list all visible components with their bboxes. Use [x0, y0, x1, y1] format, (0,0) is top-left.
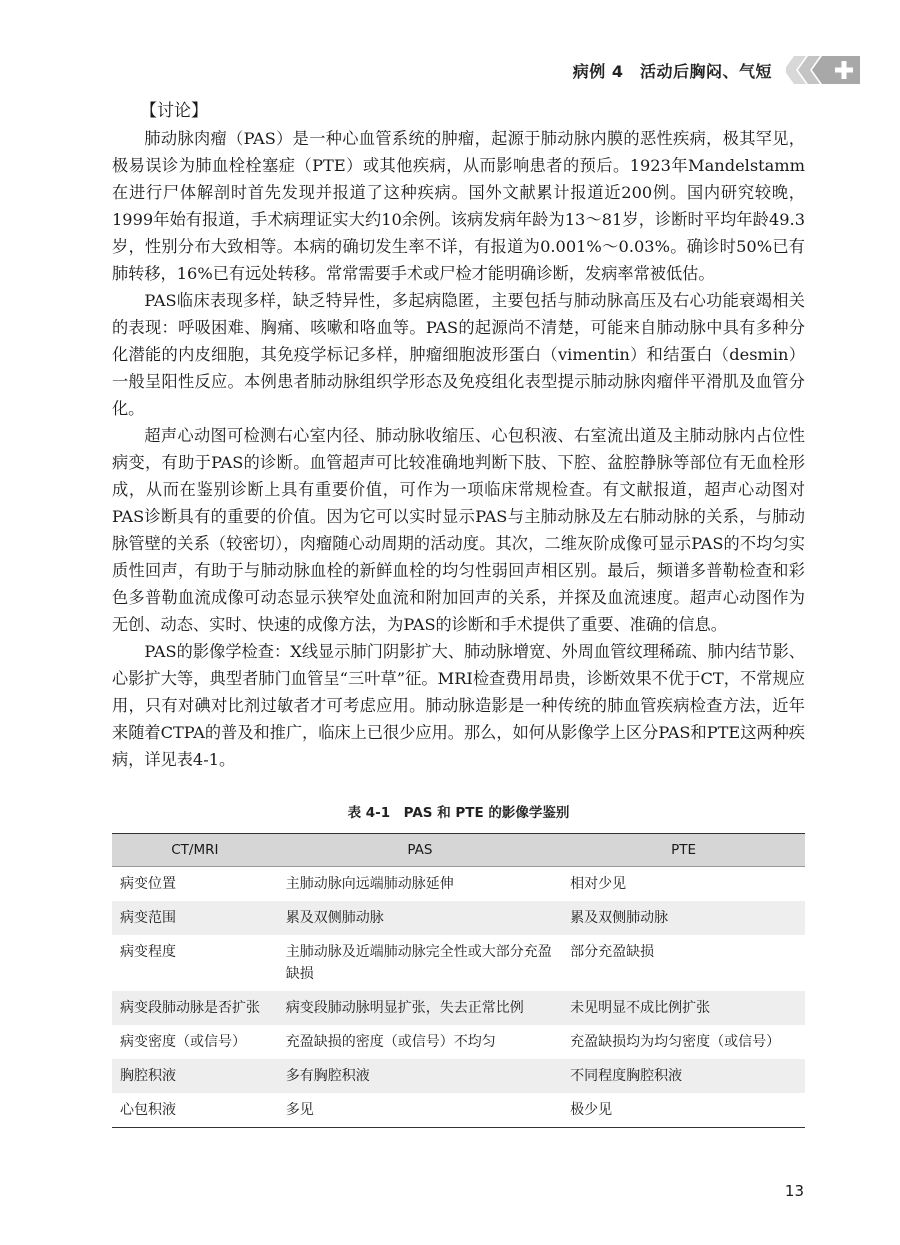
paragraph: PAS临床表现多样，缺乏特异性，多起病隐匿，主要包括与肺动脉高压及右心功能衰竭相关的表现：呼吸困难、胸痛、咳嗽和咯血等。PAS的起源尚不清楚，可能来自肺动脉中具有多种分化潜能的内皮细胞，其免疫学标记多样，肿瘤细胞波形蛋白（vimentin）和结蛋白（desmin）一般呈阳性反应。本例患者肺动脉组织学形态及免疫组化表型提示肺动脉肉瘤伴平滑肌及血管分化。	[112, 291, 805, 418]
table-cell: 胸腔积液	[112, 1059, 278, 1093]
table-cell: 累及双侧肺动脉	[278, 901, 562, 935]
table-row	[112, 991, 805, 1025]
table-cell: 未见明显不成比例扩张	[562, 991, 805, 1025]
table-cell: 极少见	[562, 1093, 805, 1128]
table-row	[112, 901, 805, 935]
table-cell: 充盈缺损的密度（或信号）不均匀	[285, 1034, 496, 1050]
table-cell: 累及双侧肺动脉	[562, 901, 805, 935]
paragraph: 肺动脉肉瘤（PAS）是一种心血管系统的肿瘤，起源于肺动脉内膜的恶性疾病，极其罕见，极易误诊为肺血栓栓塞症（PTE）或其他疾病，从而影响患者的预后。1923年Mandelstamm在进行尸体解剖时首先发现并报道了这种疾病。国外文献累计报道近200例。国内研究较晚，1999年始有报道，手术病理证实大约10余例。该病发病年龄为13～81岁，诊断时平均年龄49.3岁，性别分布大致相等。本病的确切发生率不详，有报道为0.001%～0.03%。确诊时50%已有肺转移，16%已有远处转移。常常需要手术或尸检才能明确诊断，发病率常被低估。	[112, 129, 805, 283]
chevron-plus-icon	[786, 52, 860, 88]
comparison-table	[112, 833, 805, 1128]
page-number: 13	[784, 1182, 804, 1200]
table-row	[112, 1059, 805, 1093]
table-cell: 部分充盈缺损	[570, 944, 655, 960]
table-row	[112, 867, 805, 902]
table-cell: 心包积液	[112, 1093, 278, 1128]
column-header: PAS	[278, 834, 562, 867]
column-header: PTE	[562, 834, 805, 867]
table-cell: 病变密度（或信号）	[120, 1034, 246, 1050]
table-cell: 主肺动脉及近端肺动脉完全性或大部分充盈缺损	[285, 944, 552, 982]
table-cell: 多见	[278, 1093, 562, 1128]
paragraph: 超声心动图可检测右心室内径、肺动脉收缩压、心包积液、右室流出道及主肺动脉内占位性病变，有助于PAS的诊断。血管超声可比较准确地判断下肢、下腔、盆腔静脉等部位有无血栓形成，从而在鉴别诊断上具有重要价值，可作为一项临床常规检查。有文献报道，超声心动图对PAS诊断具有的重要的价值。因为它可以实时显示PAS与主肺动脉及左右肺动脉的关系，与肺动脉管壁的关系（较密切），肉瘤随心动周期的活动度。其次，二维灰阶成像可显示PAS的不均匀实质性回声，有助于与肺动脉血栓的新鲜血栓的均匀性弱回声相区别。最后，频谱多普勒检查和彩色多普勒血流成像可动态显示狭窄处血流和附加回声的关系，并探及血流速度。超声心动图作为无创、动态、实时、快速的成像方法，为PAS的诊断和手术提供了重要、准确的信息。	[112, 426, 805, 634]
table-cell: 病变范围	[112, 901, 278, 935]
table-cell: 多有胸腔积液	[278, 1059, 562, 1093]
table-row	[112, 1025, 805, 1059]
table-cell: 不同程度胸腔积液	[562, 1059, 805, 1093]
section-heading: 【讨论】	[140, 101, 208, 121]
column-header: CT/MRI	[112, 834, 278, 867]
table-cell: 病变程度	[120, 944, 176, 960]
table-cell: 充盈缺损均为均匀密度（或信号）	[570, 1034, 781, 1050]
table-header-row	[112, 834, 805, 867]
table-cell: 主肺动脉向远端肺动脉延伸	[285, 876, 454, 892]
table-cell: 病变段肺动脉明显扩张，失去正常比例	[278, 991, 562, 1025]
table-row	[112, 1093, 805, 1128]
table-cell: 病变位置	[120, 876, 176, 892]
running-header	[573, 52, 860, 88]
paragraph: PAS的影像学检查：X线显示肺门阴影扩大、肺动脉增宽、外周血管纹理稀疏、肺内结节影、心影扩大等，典型者肺门血管呈“三叶草”征。MRI检查费用昂贵，诊断效果不优于CT，不常规应用，只有对碘对比剂过敏者才可考虑应用。肺动脉造影是一种传统的肺血管疾病检查方法，近年来随着CTPA的普及和推广，临床上已很少应用。那么，如何从影像学上区分PAS和PTE这两种疾病，详见表4-1。	[112, 642, 805, 769]
main-content	[112, 98, 805, 1128]
table-cell: 相对少见	[570, 876, 627, 892]
table-caption: 表 4-1 PAS 和 PTE 的影像学鉴别	[347, 805, 570, 821]
table-cell: 病变段肺动脉是否扩张	[112, 991, 278, 1025]
table-row	[112, 935, 805, 991]
running-header-title: 病例 4 活动后胸闷、气短	[572, 61, 772, 81]
